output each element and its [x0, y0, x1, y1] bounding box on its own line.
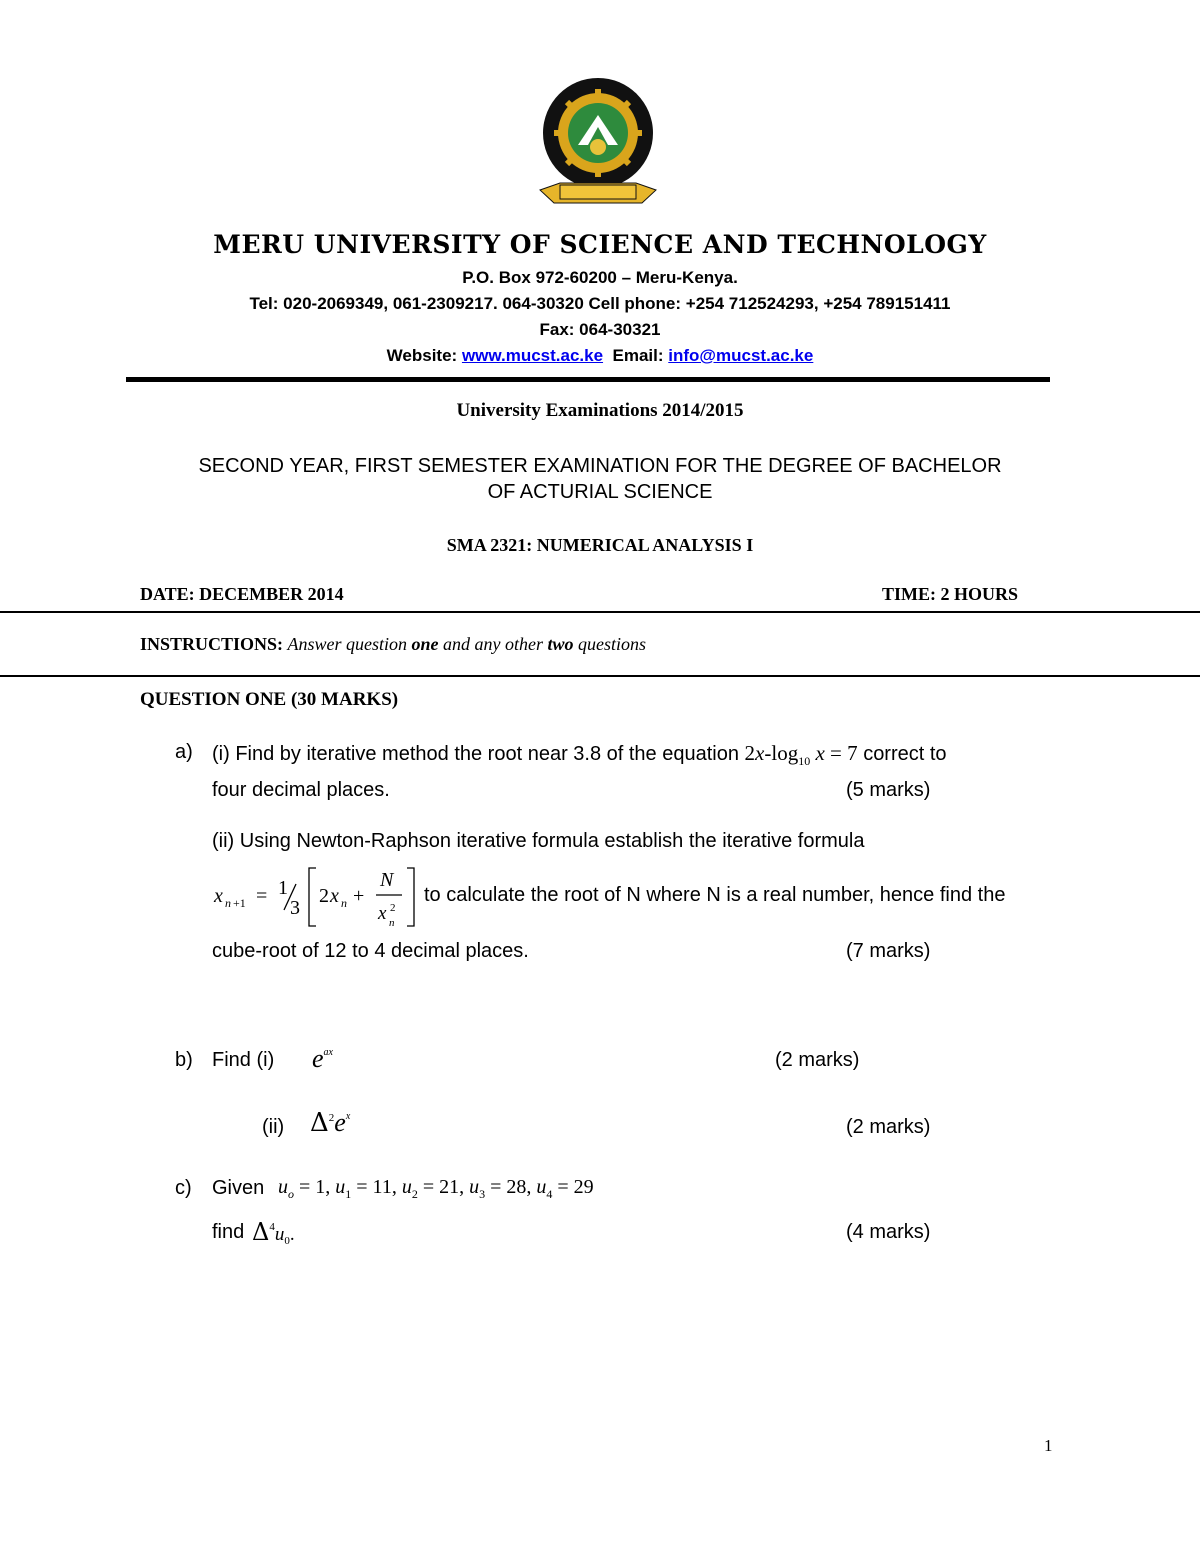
svg-text:x: x — [378, 903, 387, 924]
part-a-ii-line3: cube-root of 12 to 4 decimal places. — [212, 940, 529, 962]
part-a-ii-marks: (7 marks) — [846, 940, 931, 962]
date-divider — [0, 611, 1200, 613]
instructions — [140, 634, 646, 655]
part-a-i-line2: four decimal places. — [212, 779, 390, 801]
equation-b-ii: $\Delta^2e^x$ — [310, 1108, 351, 1138]
header-divider — [126, 377, 1050, 382]
university-logo — [530, 75, 670, 215]
exam-title-line1: SECOND YEAR, FIRST SEMESTER EXAMINATION FOR THE DEGREE OF BACHELOR — [198, 455, 1002, 477]
part-c-find: find — [212, 1221, 245, 1243]
equation-a-i: $2x-\log_{10}$ x = 7 — [744, 741, 858, 769]
instructions-pre: Answer question — [287, 634, 408, 654]
part-a-i-text-post: correct to — [863, 743, 947, 765]
part-a-i-text: (i) Find by iterative method the root near 3.8 of the equation — [212, 743, 739, 765]
part-a-i-marks: (5 marks) — [846, 779, 931, 801]
instructions-mid: and any other — [443, 634, 544, 654]
part-a-ii-line1: (ii) Using Newton-Raphson iterative formula establish the iterative formula — [212, 830, 865, 852]
part-b-ii-label: (ii) — [262, 1116, 285, 1138]
part-c-label: c) — [175, 1177, 192, 1199]
svg-text:N: N — [380, 869, 394, 891]
instructions-label: INSTRUCTIONS: — [140, 634, 284, 654]
instructions-one: one — [411, 634, 439, 654]
part-b-ii-marks: (2 marks) — [846, 1116, 931, 1138]
svg-text:3: 3 — [290, 897, 300, 919]
address: P.O. Box 972-60200 – Meru-Kenya. — [462, 268, 738, 287]
svg-text:n: n — [225, 896, 231, 910]
exam-date: DATE: DECEMBER 2014 — [140, 584, 344, 604]
svg-text:+: + — [353, 885, 365, 907]
svg-text:=: = — [256, 885, 268, 907]
website-label: Website: — [386, 346, 458, 365]
fax-line: Fax: 064-30321 — [539, 320, 661, 339]
page-number: 1 — [1044, 1436, 1053, 1455]
svg-text:2: 2 — [319, 885, 329, 907]
part-a-label: a) — [175, 741, 193, 763]
email-label: Email: — [612, 346, 664, 365]
svg-text:x: x — [214, 885, 223, 907]
svg-text:2: 2 — [390, 902, 396, 914]
exam-session: University Examinations 2014/2015 — [456, 400, 744, 421]
contact-line — [0, 346, 1200, 366]
instructions-divider — [0, 675, 1200, 677]
equation-c-delta: $\Delta^4u_0$. — [252, 1218, 295, 1248]
course-title: SMA 2321: NUMERICAL ANALYSIS I — [446, 535, 754, 555]
part-b-label: b) — [175, 1049, 193, 1071]
part-c-given: Given — [212, 1177, 265, 1199]
svg-text:1: 1 — [278, 877, 288, 899]
exam-time: TIME: 2 HOURS — [882, 584, 1019, 604]
instructions-two: two — [547, 634, 574, 654]
equation-b-i: $e^{ax}$ — [312, 1044, 333, 1073]
part-b-i-marks: (2 marks) — [775, 1049, 860, 1071]
part-b-find: Find (i) — [212, 1049, 275, 1071]
part-a-ii-line2: to calculate the root of N where N is a real number, hence find the — [424, 884, 1006, 906]
part-c-marks: (4 marks) — [846, 1221, 931, 1243]
tel-line: Tel: 020-2069349, 061-2309217. 064-30320 Cell phone: +254 712524293, +254 789151411 — [249, 294, 951, 313]
question-one-heading: QUESTION ONE (30 MARKS) — [140, 689, 399, 710]
svg-text:+1: +1 — [233, 896, 246, 910]
exam-title-line2: OF ACTURIAL SCIENCE — [487, 481, 713, 503]
email-link[interactable]: info@mucst.ac.ke — [668, 346, 814, 365]
equation-c-values: $u_o = 1$, $u_1 = 11$, $u_2 = 21$, $u_3 = 28$, $u_4 = 29$ — [278, 1176, 594, 1201]
newton-raphson-formula — [212, 862, 422, 932]
svg-text:n: n — [341, 896, 347, 910]
part-a-i-line1 — [212, 741, 947, 769]
website-link[interactable]: www.mucst.ac.ke — [461, 346, 604, 365]
instructions-post: questions — [578, 634, 647, 654]
svg-text:n: n — [389, 917, 395, 929]
svg-text:x: x — [330, 885, 339, 907]
university-name: MERU UNIVERSITY OF SCIENCE AND TECHNOLOGY — [213, 230, 987, 259]
